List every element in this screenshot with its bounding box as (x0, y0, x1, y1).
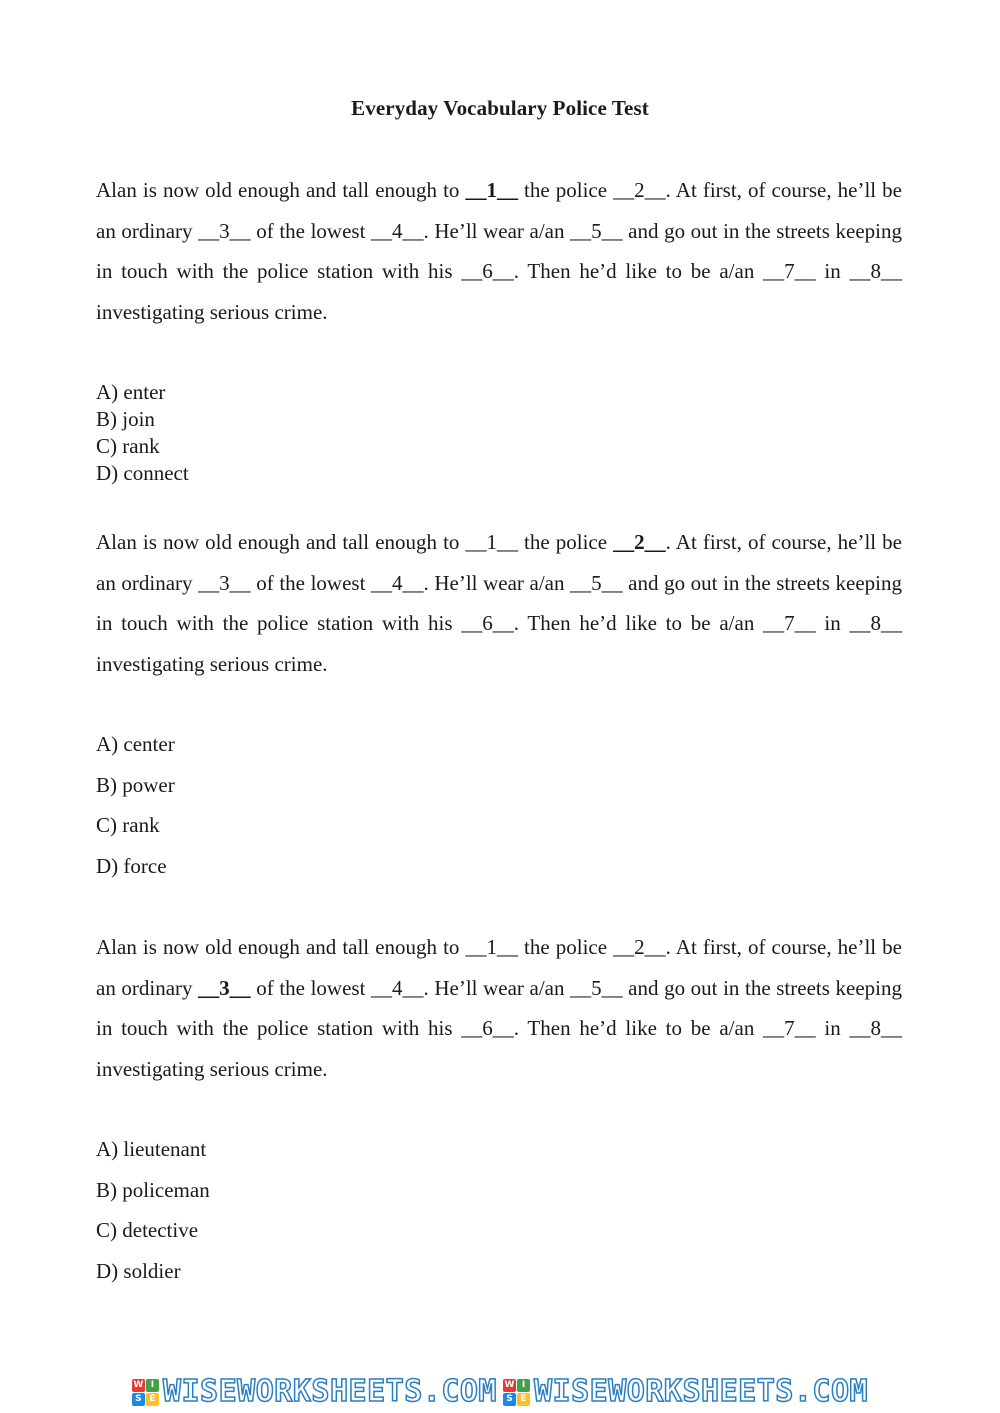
passage-q2: Alan is now old enough and tall enough to __1__ the police __2__. At first, of course, he’ll be an ordinary __3__ of the lowest __4__. He’ll wear a/an __5__ and go out in the streets keeping in touch with the police station with his __6__. Then he’d like to be a/an __7__ in __8__ investigating serious crime. (96, 530, 902, 676)
blank-1: __1__ (465, 178, 518, 202)
blank-5: __5__ (570, 975, 623, 1000)
blank-3: __3__ (198, 218, 251, 243)
brand-mark (132, 1375, 497, 1409)
blank-7: __7__ (763, 611, 816, 636)
option-d[interactable]: D) connect (96, 461, 189, 485)
blank-8: __8__ (849, 259, 902, 284)
passage-q3: Alan is now old enough and tall enough to __1__ the police __2__. At first, of course, he’ll be an ordinary __3__ of the lowest __4__. He’ll wear a/an __5__ and go out in the streets keeping in touch with the police station with his __6__. Then he’d like to be a/an __7__ in __8__ investigating serious crime. (96, 935, 902, 1081)
blank-6: __6__ (461, 1016, 514, 1041)
blank-4: __4__ (371, 218, 424, 243)
blank-3: __3__ (198, 570, 251, 595)
blank-2: __2__ (613, 935, 666, 959)
blank-4: __4__ (371, 570, 424, 595)
option-d[interactable]: D) force (96, 853, 167, 878)
blank-1: __1__ (465, 935, 518, 959)
option-c[interactable]: C) rank (96, 813, 160, 838)
page-title: Everyday Vocabulary Police Test (351, 96, 649, 120)
blank-2: __2__ (613, 530, 666, 554)
brand-mark (503, 1375, 868, 1409)
blank-5: __5__ (570, 570, 623, 595)
blank-8: __8__ (849, 1016, 902, 1041)
options-q3 (96, 1129, 696, 1291)
blank-1: __1__ (465, 530, 518, 554)
brand-wordmark: WISEWORKSHEETS.COM (534, 1374, 869, 1409)
brand-wordmark: WISEWORKSHEETS.COM (162, 1374, 497, 1409)
blank-4: __4__ (371, 975, 424, 1000)
brand-logo-icon: W I S E (503, 1379, 530, 1406)
blank-6: __6__ (461, 611, 514, 636)
option-d[interactable]: D) soldier (96, 1258, 181, 1283)
blank-8: __8__ (849, 611, 902, 636)
option-c[interactable]: C) rank (96, 434, 160, 458)
option-c[interactable]: C) detective (96, 1218, 199, 1243)
option-b[interactable]: B) policeman (96, 1177, 210, 1202)
blank-3: __3__ (198, 975, 251, 1000)
blank-6: __6__ (461, 259, 514, 284)
blank-5: __5__ (570, 218, 623, 243)
blank-7: __7__ (763, 259, 816, 284)
passage-q1: Alan is now old enough and tall enough to __1__ the police __2__. At first, of course, he’ll be an ordinary __3__ of the lowest __4__. He’ll wear a/an __5__ and go out in the streets keeping in touch with the police station with his __6__. Then he’d like to be a/an __7__ in __8__ investigating serious crime. (96, 178, 902, 324)
option-b[interactable]: B) join (96, 407, 155, 431)
brand-logo-icon: W I S E (132, 1379, 159, 1406)
option-a[interactable]: A) lieutenant (96, 1137, 207, 1161)
options-q2 (96, 724, 696, 886)
blank-2: __2__ (613, 178, 666, 202)
option-b[interactable]: B) power (96, 772, 175, 797)
option-a[interactable]: A) center (96, 732, 175, 756)
blank-7: __7__ (763, 1016, 816, 1041)
footer-brand-strip (0, 1374, 1000, 1410)
option-a[interactable]: A) enter (96, 380, 166, 404)
options-q1 (96, 379, 696, 487)
